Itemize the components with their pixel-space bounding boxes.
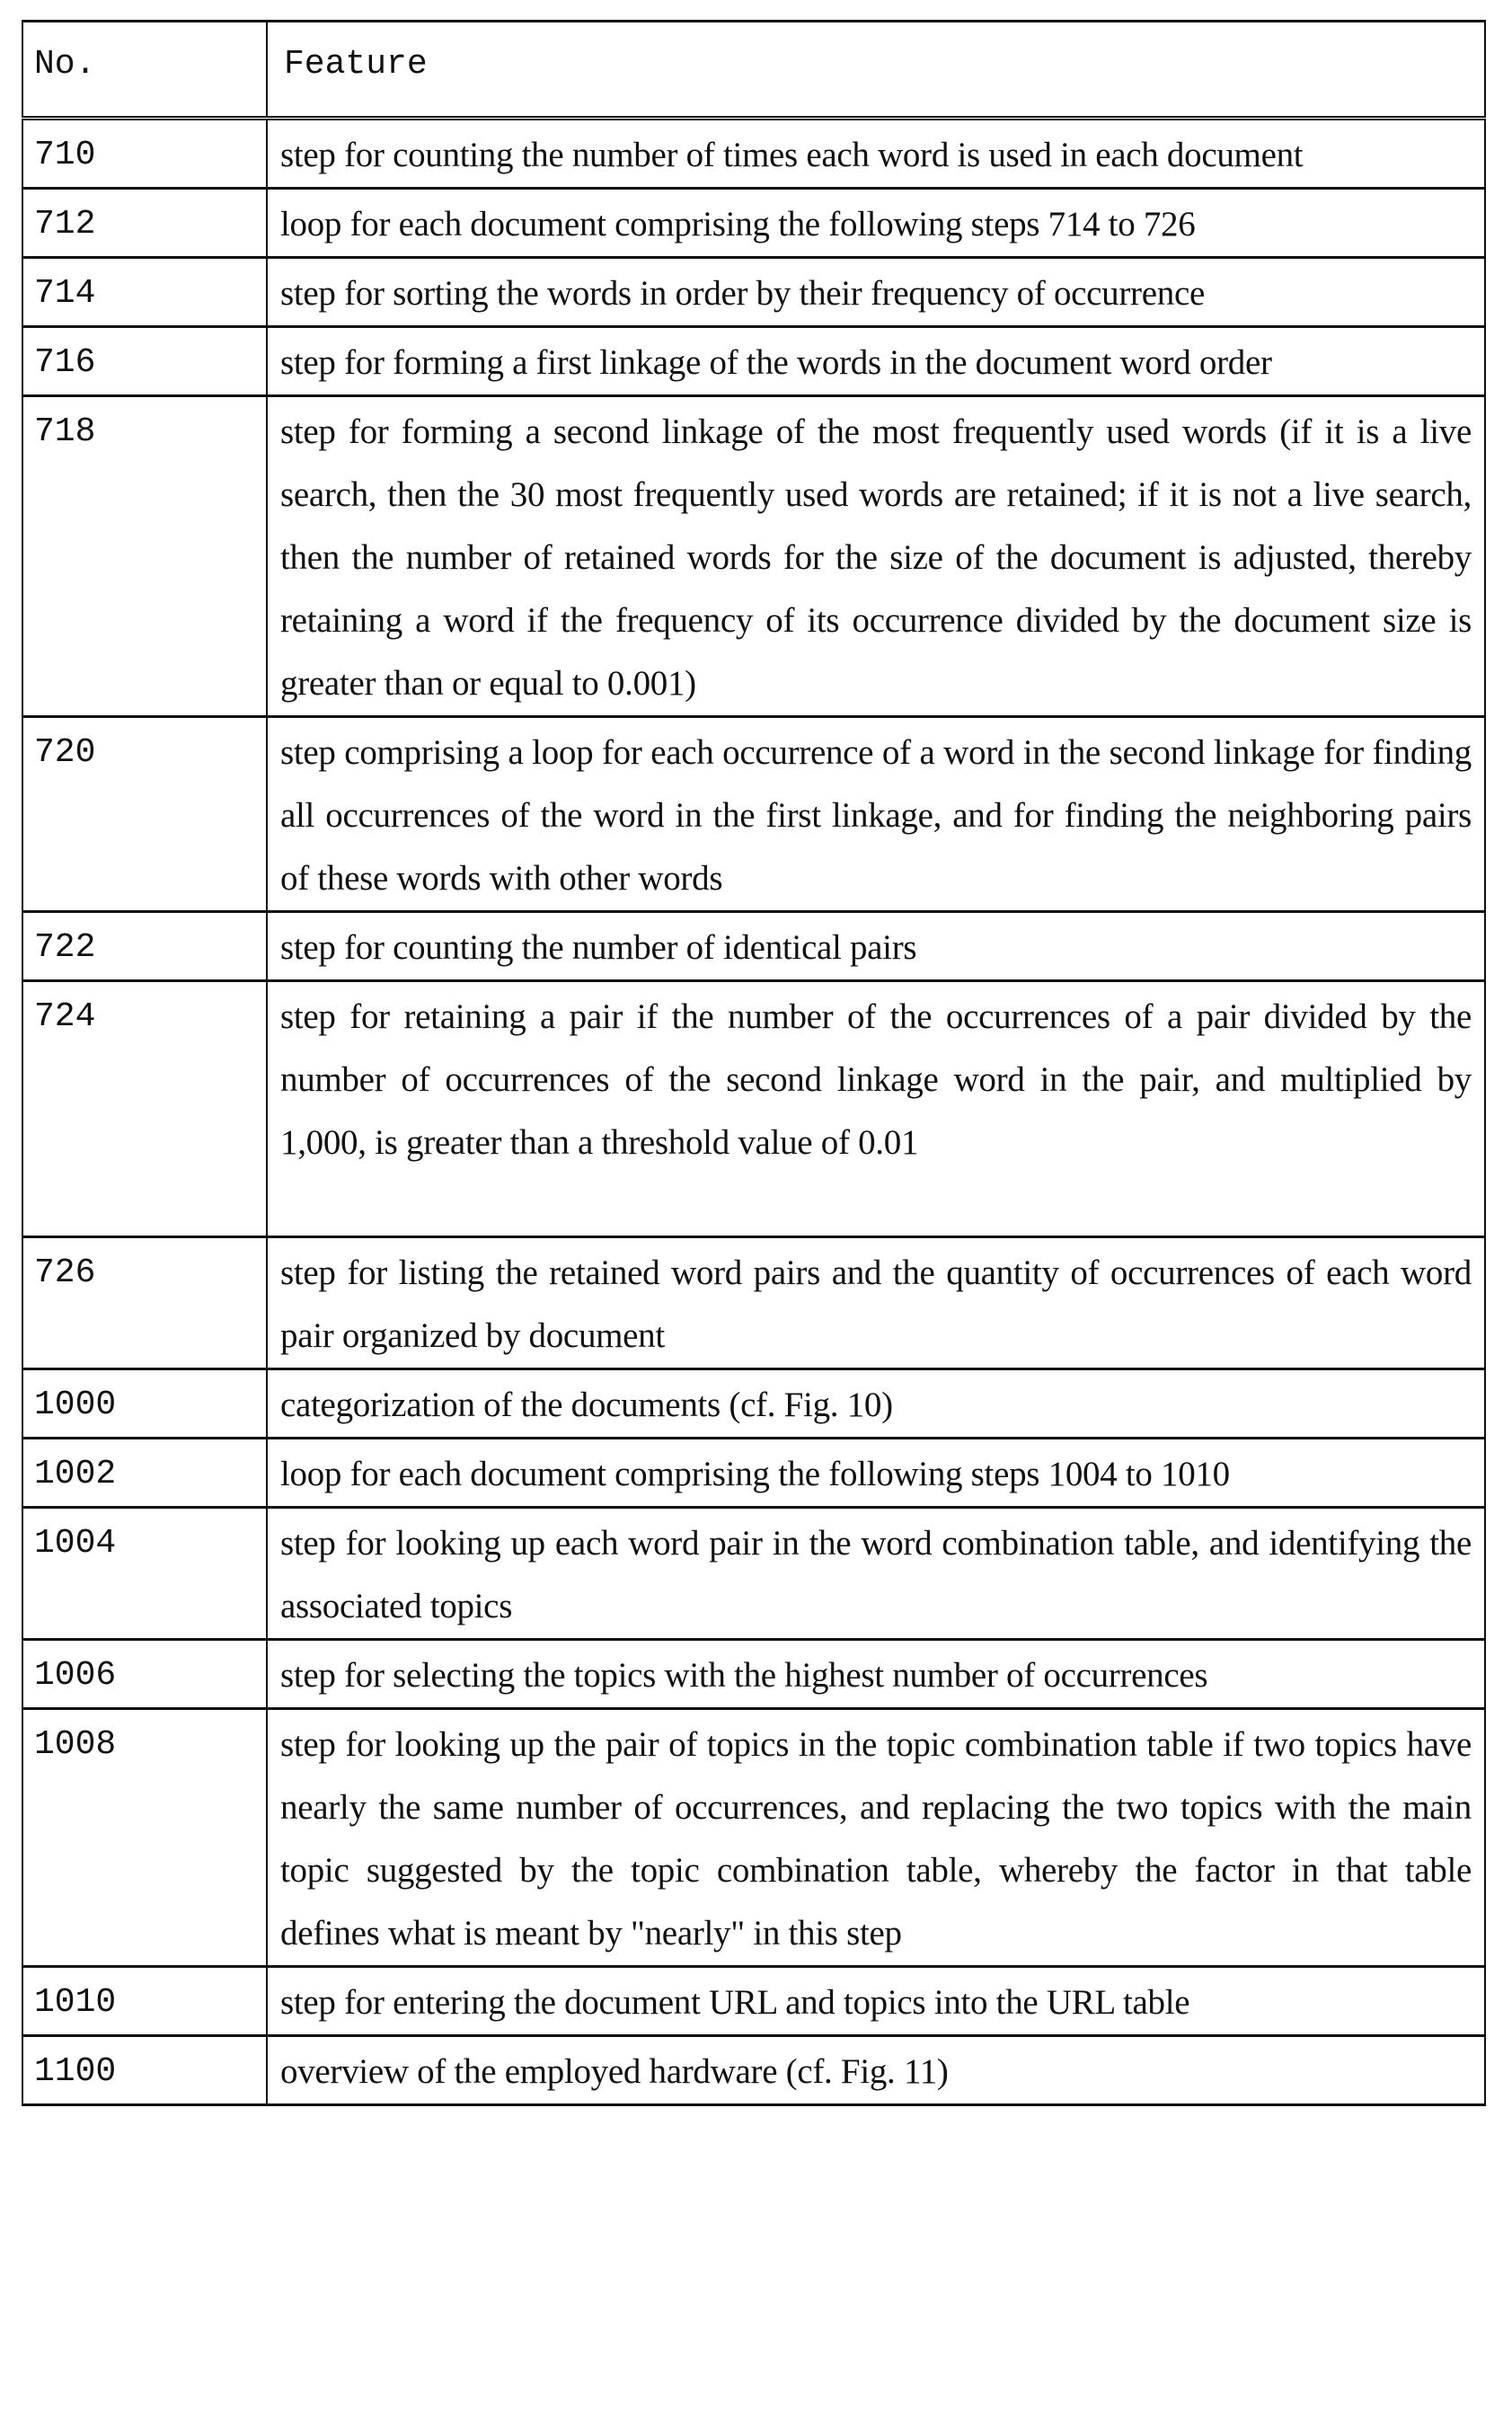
row-feature: step for sorting the words in order by their frequency of occurrence xyxy=(267,258,1485,327)
row-feature: step comprising a loop for each occurrence of a word in the second linkage for finding all occurrences of the word in the first linkage, and for finding the neighboring pairs of these words with other words xyxy=(267,717,1485,912)
row-number: 724 xyxy=(22,981,267,1237)
row-number: 718 xyxy=(22,396,267,717)
table-row xyxy=(22,981,1485,1237)
table-row xyxy=(22,119,1485,189)
row-feature: step for forming a first linkage of the words in the document word order xyxy=(267,327,1485,396)
table-row xyxy=(22,912,1485,981)
table-row xyxy=(22,258,1485,327)
row-feature: step for listing the retained word pairs and the quantity of occurrences of each word pair organized by document xyxy=(267,1237,1485,1369)
row-number: 1004 xyxy=(22,1508,267,1640)
table-row xyxy=(22,1369,1485,1439)
table-row xyxy=(22,1967,1485,2036)
row-feature: overview of the employed hardware (cf. Fig. 11) xyxy=(267,2036,1485,2105)
table-row xyxy=(22,1709,1485,1967)
table-row xyxy=(22,396,1485,717)
row-number: 1002 xyxy=(22,1439,267,1508)
row-number: 722 xyxy=(22,912,267,981)
table-row xyxy=(22,1439,1485,1508)
row-feature: step for looking up each word pair in the word combination table, and identifying the associated topics xyxy=(267,1508,1485,1640)
header-feature: Feature xyxy=(267,22,1485,119)
feature-table xyxy=(22,20,1486,2106)
row-number: 726 xyxy=(22,1237,267,1369)
row-number: 1008 xyxy=(22,1709,267,1967)
row-number: 1000 xyxy=(22,1369,267,1439)
row-feature: step for looking up the pair of topics in the topic combination table if two topics have nearly the same number of occurrences, and replacing the two topics with the main topic suggested by the topic combination table, whereby the factor in that table defines what is meant by "nearly" in this step xyxy=(267,1709,1485,1967)
row-number: 714 xyxy=(22,258,267,327)
row-feature: categorization of the documents (cf. Fig. 10) xyxy=(267,1369,1485,1439)
table-row xyxy=(22,327,1485,396)
row-number: 712 xyxy=(22,189,267,258)
row-number: 710 xyxy=(22,119,267,189)
table-row xyxy=(22,1640,1485,1709)
table-row xyxy=(22,2036,1485,2105)
row-feature: step for counting the number of identical pairs xyxy=(267,912,1485,981)
row-feature: step for selecting the topics with the highest number of occurrences xyxy=(267,1640,1485,1709)
row-number: 716 xyxy=(22,327,267,396)
row-number: 720 xyxy=(22,717,267,912)
row-number: 1006 xyxy=(22,1640,267,1709)
row-feature: step for entering the document URL and topics into the URL table xyxy=(267,1967,1485,2036)
table-header-row xyxy=(22,22,1485,119)
header-number: No. xyxy=(22,22,267,119)
table-row xyxy=(22,1237,1485,1369)
row-number: 1010 xyxy=(22,1967,267,2036)
table-row xyxy=(22,717,1485,912)
row-feature: step for forming a second linkage of the most frequently used words (if it is a live search, then the 30 most frequently used words are retained; if it is not a live search, then the number of retained words for the size of the document is adjusted, thereby retaining a word if the frequency of its occurrence divided by the document size is greater than or equal to 0.001) xyxy=(267,396,1485,717)
row-feature: step for counting the number of times each word is used in each document xyxy=(267,119,1485,189)
table-row xyxy=(22,189,1485,258)
row-feature: loop for each document comprising the following steps 1004 to 1010 xyxy=(267,1439,1485,1508)
row-feature: loop for each document comprising the following steps 714 to 726 xyxy=(267,189,1485,258)
row-feature: step for retaining a pair if the number of the occurrences of a pair divided by the number of occurrences of the second linkage word in the pair, and multiplied by 1,000, is greater than a threshold value of 0.01 xyxy=(267,981,1485,1237)
row-number: 1100 xyxy=(22,2036,267,2105)
table-row xyxy=(22,1508,1485,1640)
